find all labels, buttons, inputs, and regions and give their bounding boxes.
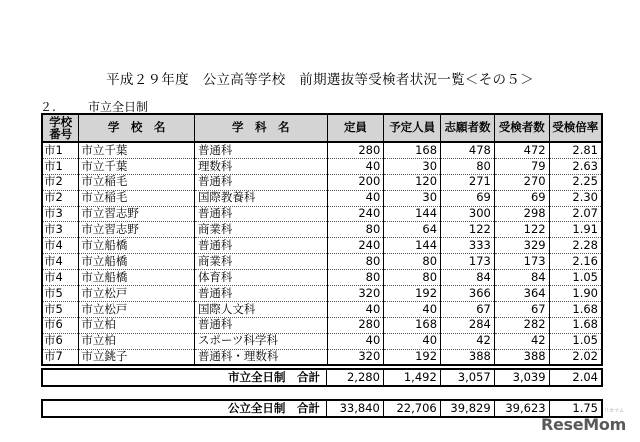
planned-cell: 144 xyxy=(384,238,441,254)
table-row xyxy=(42,286,602,302)
logo-small-text: リセマム xyxy=(604,408,624,414)
capacity-cell: 320 xyxy=(327,286,384,302)
header-planned: 予定人員 xyxy=(384,114,441,142)
public-total-ratio: 1.75 xyxy=(549,400,602,417)
applicants-cell: 388 xyxy=(441,349,495,365)
examinees-cell: 69 xyxy=(494,190,549,206)
code-cell: 市5 xyxy=(42,286,79,302)
school-name-cell: 市立船橋 xyxy=(79,238,195,254)
ratio-cell: 1.05 xyxy=(549,270,602,286)
table-row xyxy=(42,254,602,270)
code-cell: 市4 xyxy=(42,270,79,286)
section-label: 市立全日制 xyxy=(88,100,149,114)
planned-cell: 40 xyxy=(384,333,441,349)
header-school-number-line2: 番号 xyxy=(49,127,73,141)
table-row xyxy=(42,222,602,238)
ratio-cell: 2.28 xyxy=(549,238,602,254)
planned-cell: 40 xyxy=(384,301,441,317)
header-ratio: 受検倍率 xyxy=(549,114,602,142)
code-cell: 市4 xyxy=(42,238,79,254)
resemom-logo xyxy=(540,408,626,434)
city-total-applicants: 3,057 xyxy=(440,369,494,386)
applicants-cell: 300 xyxy=(441,206,495,222)
department-cell: 商業科 xyxy=(194,254,327,270)
applicants-cell: 42 xyxy=(441,333,495,349)
code-cell: 市2 xyxy=(42,174,79,190)
code-cell: 市2 xyxy=(42,190,79,206)
ratio-cell: 2.16 xyxy=(549,254,602,270)
applicants-cell: 333 xyxy=(441,238,495,254)
school-name-cell: 市立千葉 xyxy=(79,142,195,158)
capacity-cell: 80 xyxy=(327,270,384,286)
department-cell: 商業科 xyxy=(194,222,327,238)
table-row xyxy=(42,301,602,317)
applicants-cell: 271 xyxy=(441,174,495,190)
applicants-cell: 284 xyxy=(441,317,495,333)
capacity-cell: 40 xyxy=(327,333,384,349)
capacity-cell: 200 xyxy=(327,174,384,190)
applicants-cell: 69 xyxy=(441,190,495,206)
examinees-cell: 298 xyxy=(494,206,549,222)
public-total-examinees: 39,623 xyxy=(494,400,549,417)
capacity-cell: 320 xyxy=(327,349,384,365)
examinees-cell: 282 xyxy=(494,317,549,333)
examinees-cell: 472 xyxy=(494,142,549,158)
code-cell: 市4 xyxy=(42,254,79,270)
public-total-planned: 22,706 xyxy=(383,400,440,417)
department-cell: 普通科 xyxy=(194,317,327,333)
table-body xyxy=(42,142,602,365)
department-cell: 普通科・理数科 xyxy=(194,349,327,365)
examinees-cell: 42 xyxy=(494,333,549,349)
table-row xyxy=(42,158,602,174)
department-cell: 体育科 xyxy=(194,270,327,286)
applicants-cell: 67 xyxy=(441,301,495,317)
capacity-cell: 40 xyxy=(327,190,384,206)
examinees-cell: 79 xyxy=(494,158,549,174)
department-cell: 国際人文科 xyxy=(194,301,327,317)
city-total-planned: 1,492 xyxy=(383,369,440,386)
department-cell: 普通科 xyxy=(194,238,327,254)
ratio-cell: 2.07 xyxy=(549,206,602,222)
planned-cell: 64 xyxy=(384,222,441,238)
examinees-cell: 329 xyxy=(494,238,549,254)
capacity-cell: 40 xyxy=(327,158,384,174)
table-row xyxy=(42,333,602,349)
public-total-row xyxy=(42,400,602,417)
city-total-row xyxy=(42,369,602,386)
ratio-cell: 2.02 xyxy=(549,349,602,365)
department-cell: 普通科 xyxy=(194,142,327,158)
school-name-cell: 市立柏 xyxy=(79,317,195,333)
ratio-cell: 2.25 xyxy=(549,174,602,190)
school-name-cell: 市立船橋 xyxy=(79,254,195,270)
code-cell: 市5 xyxy=(42,301,79,317)
header-school-name: 学 校 名 xyxy=(79,114,195,142)
table-header-row xyxy=(42,114,602,142)
capacity-cell: 240 xyxy=(327,238,384,254)
header-school-number-line1: 学校 xyxy=(49,115,73,129)
code-cell: 市1 xyxy=(42,158,79,174)
school-name-cell: 市立千葉 xyxy=(79,158,195,174)
school-name-cell: 市立柏 xyxy=(79,333,195,349)
school-name-cell: 市立稲毛 xyxy=(79,174,195,190)
code-cell: 市1 xyxy=(42,142,79,158)
applicants-cell: 478 xyxy=(441,142,495,158)
capacity-cell: 280 xyxy=(327,142,384,158)
table-row xyxy=(42,190,602,206)
department-cell: 理数科 xyxy=(194,158,327,174)
department-cell: 国際教養科 xyxy=(194,190,327,206)
department-cell: 普通科 xyxy=(194,206,327,222)
header-department: 学 科 名 xyxy=(194,114,327,142)
table-row xyxy=(42,142,602,158)
ratio-cell: 2.63 xyxy=(549,158,602,174)
section-number: ２. xyxy=(40,100,56,114)
school-name-cell: 市立松戸 xyxy=(79,286,195,302)
table-row xyxy=(42,349,602,365)
header-examinees: 受検者数 xyxy=(494,114,549,142)
ratio-cell: 1.05 xyxy=(549,333,602,349)
planned-cell: 144 xyxy=(384,206,441,222)
planned-cell: 168 xyxy=(384,317,441,333)
applicants-cell: 80 xyxy=(441,158,495,174)
code-cell: 市6 xyxy=(42,333,79,349)
page-title: 平成２９年度 公立高等学校 前期選抜等受検者状況一覧＜その５＞ xyxy=(106,72,534,88)
examinees-cell: 270 xyxy=(494,174,549,190)
department-cell: 普通科 xyxy=(194,286,327,302)
logo-text: ReseMom xyxy=(540,415,626,434)
examinees-cell: 122 xyxy=(494,222,549,238)
school-name-cell: 市立松戸 xyxy=(79,301,195,317)
department-cell: 普通科 xyxy=(194,174,327,190)
public-total-label: 公立全日制 合計 xyxy=(227,400,320,415)
applicants-cell: 173 xyxy=(441,254,495,270)
planned-cell: 192 xyxy=(384,286,441,302)
code-cell: 市3 xyxy=(42,206,79,222)
ratio-cell: 2.30 xyxy=(549,190,602,206)
capacity-cell: 80 xyxy=(327,222,384,238)
examinees-cell: 84 xyxy=(494,270,549,286)
ratio-cell: 2.81 xyxy=(549,142,602,158)
school-name-cell: 市立船橋 xyxy=(79,270,195,286)
planned-cell: 192 xyxy=(384,349,441,365)
applicants-cell: 366 xyxy=(441,286,495,302)
public-total-capacity: 33,840 xyxy=(326,400,383,417)
capacity-cell: 40 xyxy=(327,301,384,317)
table-row xyxy=(42,270,602,286)
examinees-cell: 173 xyxy=(494,254,549,270)
city-total-table xyxy=(41,368,603,387)
code-cell: 市6 xyxy=(42,317,79,333)
capacity-cell: 80 xyxy=(327,254,384,270)
examinees-cell: 364 xyxy=(494,286,549,302)
table-row xyxy=(42,206,602,222)
city-total-examinees: 3,039 xyxy=(494,369,549,386)
school-name-cell: 市立銚子 xyxy=(79,349,195,365)
ratio-cell: 1.68 xyxy=(549,317,602,333)
public-total-table xyxy=(41,399,603,418)
table-row xyxy=(42,174,602,190)
results-table xyxy=(41,113,603,366)
planned-cell: 30 xyxy=(384,190,441,206)
city-total-ratio: 2.04 xyxy=(549,369,602,386)
applicants-cell: 84 xyxy=(441,270,495,286)
school-name-cell: 市立習志野 xyxy=(79,206,195,222)
capacity-cell: 280 xyxy=(327,317,384,333)
examinees-cell: 67 xyxy=(494,301,549,317)
ratio-cell: 1.68 xyxy=(549,301,602,317)
header-school-number xyxy=(42,114,79,142)
department-cell: スポーツ科学科 xyxy=(194,333,327,349)
capacity-cell: 240 xyxy=(327,206,384,222)
code-cell: 市3 xyxy=(42,222,79,238)
header-capacity: 定員 xyxy=(327,114,384,142)
ratio-cell: 1.90 xyxy=(549,286,602,302)
table-row xyxy=(42,317,602,333)
public-total-applicants: 39,829 xyxy=(440,400,494,417)
planned-cell: 120 xyxy=(384,174,441,190)
school-name-cell: 市立習志野 xyxy=(79,222,195,238)
planned-cell: 80 xyxy=(384,270,441,286)
planned-cell: 168 xyxy=(384,142,441,158)
ratio-cell: 1.91 xyxy=(549,222,602,238)
planned-cell: 30 xyxy=(384,158,441,174)
code-cell: 市7 xyxy=(42,349,79,365)
applicants-cell: 122 xyxy=(441,222,495,238)
examinees-cell: 388 xyxy=(494,349,549,365)
city-total-label: 市立全日制 合計 xyxy=(228,369,321,384)
table-row xyxy=(42,238,602,254)
school-name-cell: 市立稲毛 xyxy=(79,190,195,206)
planned-cell: 80 xyxy=(384,254,441,270)
header-applicants: 志願者数 xyxy=(441,114,495,142)
city-total-capacity: 2,280 xyxy=(327,369,384,386)
